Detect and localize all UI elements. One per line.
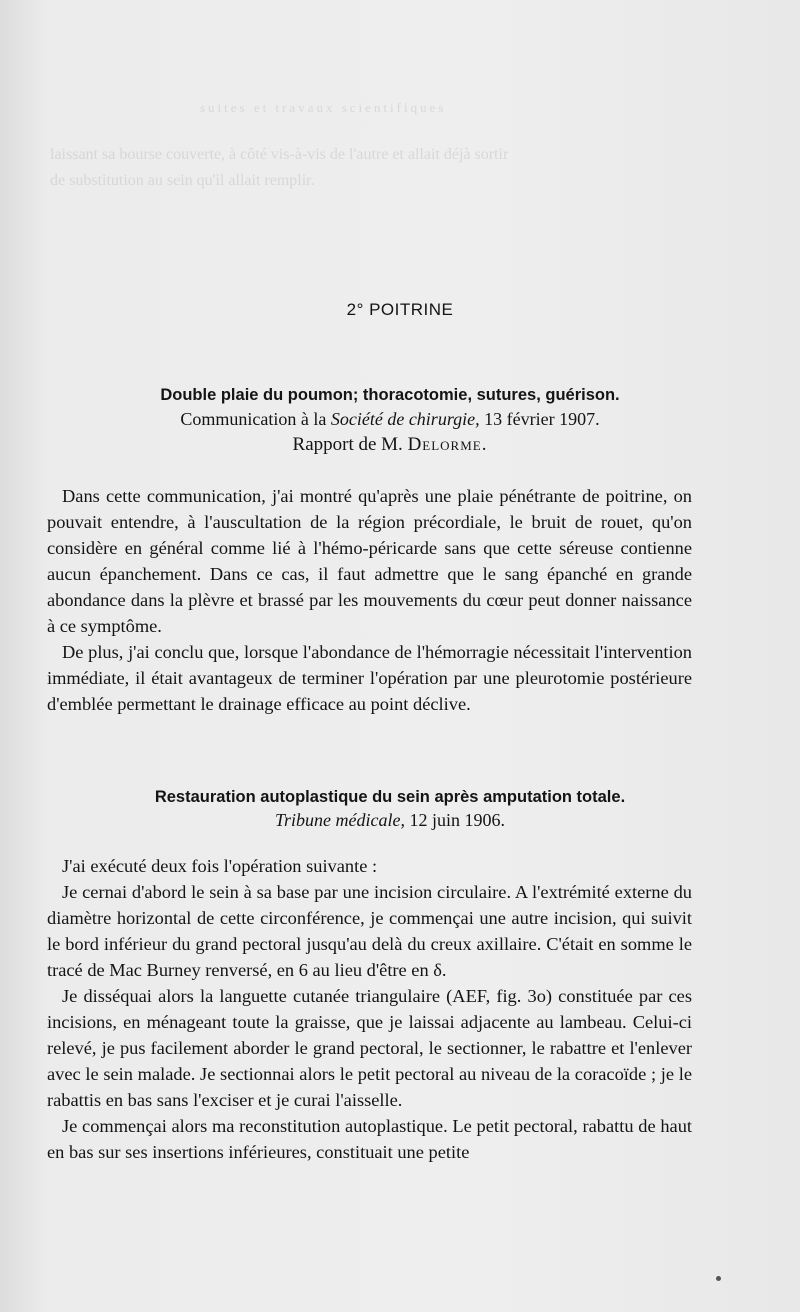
paragraph: Je disséquai alors la languette cutanée triangulaire (AEF, fig. 3o) constituée par ces incisions, en ménageant toute la graisse, que je laissai adjacente au lambeau. Celui-ci relevé, je pus facilement aborder le grand pectoral, le sectionner, le rabattre et l'enlever avec le sein malade. Je sectionnai alors le petit pectoral au niveau de la coracoïde ; je le rabattis en bas sans l'exciser et je curai l'aisselle. xyxy=(47,986,692,1110)
report-prefix: Rapport de M. xyxy=(292,434,403,455)
paragraph: De plus, j'ai conclu que, lorsque l'abondance de l'hémorragie nécessitait l'intervention immédiate, il était avantageux de terminer l'opération par une pleurotomie postérieure d'emblée permettant le drainage efficace au point déclive. xyxy=(47,642,692,714)
report-line xyxy=(60,434,720,456)
reference-journal: Tribune médicale, xyxy=(275,810,405,830)
report-author: Delorme. xyxy=(407,434,488,455)
article-reference xyxy=(60,810,720,831)
article-body xyxy=(47,853,692,1165)
article-reference xyxy=(60,409,720,430)
reference-journal: Société de chirurgie, xyxy=(330,409,480,429)
bleed-through-line: laissant sa bourse couverte, à côté vis-à-vis de l'autre et allait déjà sortir xyxy=(50,146,509,163)
paragraph: Je commençai alors ma reconstitution autoplastique. Le petit pectoral, rabattu de haut en bas sur ses insertions inférieures, constituait une petite xyxy=(47,1116,692,1162)
paragraph: J'ai exécuté deux fois l'opération suivante : xyxy=(62,856,378,876)
reference-date: 12 juin 1906. xyxy=(409,810,505,830)
bleed-through-header: suites et travaux scientifiques xyxy=(200,100,447,115)
article-title: Double plaie du poumon; thoracotomie, sutures, guérison. xyxy=(160,386,620,404)
paragraph: Dans cette communication, j'ai montré qu'après une plaie pénétrante de poitrine, on pouvait entendre, à l'auscultation de la région précordiale, le bruit de rouet, qu'on considère en général comme lié à l'hémo-péricarde sans que cette séreuse contienne aucun épanchement. Dans ce cas, il faut admettre que le sang épanché en grande abondance dans la plèvre et brassé par les mouvements du cœur peut donner naissance à ce symptôme. xyxy=(47,486,692,636)
bleed-through-line: de substitution au sein qu'il allait remplir. xyxy=(50,172,315,189)
article-body xyxy=(47,483,692,717)
section-title: 2° POITRINE xyxy=(346,300,454,319)
article-title: Restauration autoplastique du sein après amputation totale. xyxy=(154,788,626,806)
paper-speck xyxy=(716,1276,721,1281)
reference-prefix: Communication à la xyxy=(180,409,327,429)
reference-date: 13 février 1907. xyxy=(484,409,600,429)
paragraph: Je cernai d'abord le sein à sa base par une incision circulaire. A l'extrémité externe du diamètre horizontal de cette circonférence, je commençai une autre incision, qui suivit le bord inférieur du grand pectoral jusqu'au delà du creux axillaire. C'était en somme le tracé de Mac Burney renversé, en 6 au lieu d'être en δ. xyxy=(47,882,692,980)
